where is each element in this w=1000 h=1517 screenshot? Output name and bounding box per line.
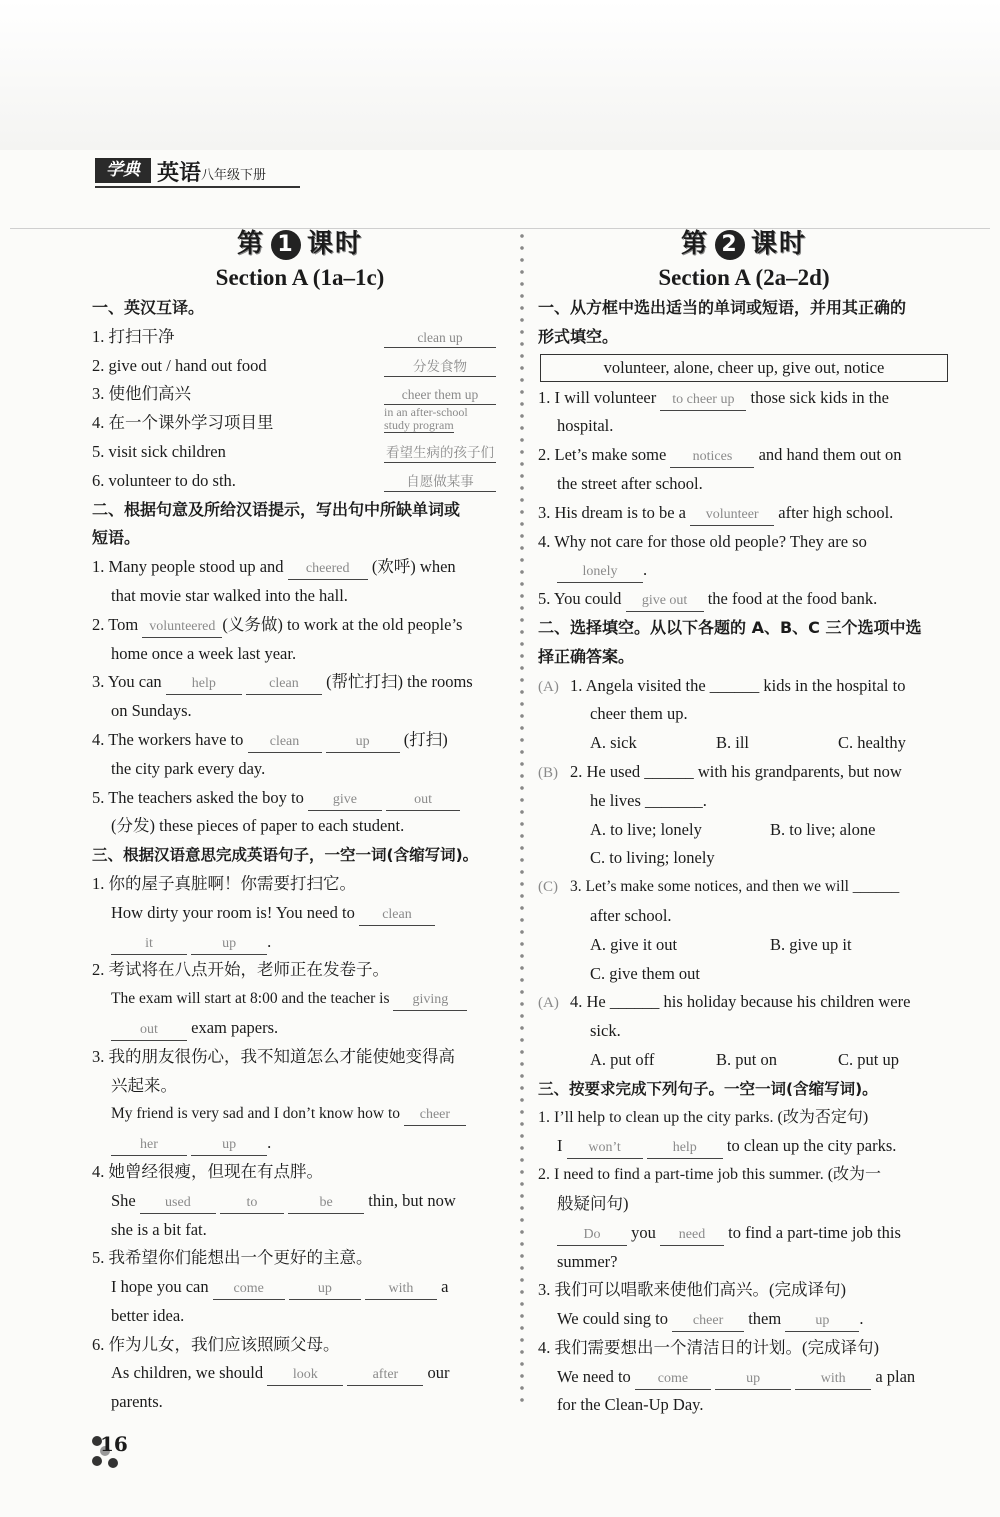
answer-blank[interactable]: won’t [567,1138,643,1159]
mc-question: (B) 2. He used ______ with his grandparents, but now [538,758,950,787]
part-title: 二、根据句意及所给汉语提示，写出句中所缺单词或 [92,499,461,519]
answer-blank[interactable]: clean [359,905,435,926]
translation-item-1: 1. 打扫干净 clean up [92,323,508,352]
question-line: hospital. [557,416,614,436]
answer-blank[interactable]: cheer [672,1311,744,1332]
answer-blank[interactable]: clean [248,732,322,753]
question-line: 1. Many people stood up and cheered (欢呼) when [92,553,508,582]
answer-blank[interactable]: it [111,934,187,955]
question-line: Do you need to find a part-time job this [538,1219,950,1248]
mc-question-cont: cheer them up. [590,704,688,724]
question-line: for the Clean-Up Day. [557,1395,704,1415]
answer-blank[interactable]: help [647,1138,723,1159]
answer-blank[interactable]: up [715,1369,791,1390]
answer-blank[interactable]: her [111,1135,187,1156]
answer-choice[interactable]: (A) [538,678,559,695]
answer-blank[interactable]: give [308,790,382,811]
answer[interactable]: cheer them up [384,386,496,405]
part-title-cont: 形式填空。 [538,326,619,346]
hex-decoration [92,1456,102,1466]
question-line: I won’t help to clean up the city parks. [538,1132,950,1161]
left-column [92,222,508,1417]
answer-blank[interactable]: out [111,1020,187,1041]
answer-blank[interactable]: up [191,934,267,955]
mc-question-cont: sick. [590,1021,621,1041]
question-line: 2. Tom volunteered (义务做) to work at the old people’s [92,611,508,640]
question-line: 1. I’ll help to clean up the city parks. (改为否定句) [538,1108,869,1126]
part-title: 一、英汉互译。 [92,298,205,317]
question-line: 5. You could give out the food at the food bank. [538,585,950,614]
question-line: on Sundays. [111,701,192,721]
answer[interactable]: 看望生病的孩子们 [384,444,496,463]
question-cn: 4. 她曾经很瘦，但现在有点胖。 [92,1161,323,1181]
answer-choice[interactable]: (C) [538,879,559,896]
question-en: My friend is very sad and I don’t know how to cheer [92,1100,508,1129]
answer[interactable]: 自愿做某事 [384,473,496,492]
translation-item-6: 6. volunteer to do sth. 自愿做某事 [92,467,508,496]
question-cn: 2. 考试将在八点开始，老师正在发卷子。 [92,960,389,980]
answer-blank[interactable]: used [140,1193,216,1214]
translation-item-3: 3. 使他们高兴 cheer them up [92,380,508,409]
question-en: she is a bit fat. [111,1219,207,1239]
mc-question: (C) 3. Let’s make some notices, and then we will ______ [538,873,950,902]
question-line: the street after school. [557,473,703,493]
mc-options: C. give them out [590,963,700,983]
section-title: Section A (2a–2d) [658,265,830,290]
question-line: summer? [557,1251,618,1271]
answer-blank[interactable]: with [795,1369,871,1390]
column-divider [518,230,526,1410]
question-line: 5. The teachers asked the boy to give out [92,784,508,813]
question-en: her up . [92,1129,508,1158]
answer-blank[interactable]: out [386,790,460,811]
section-title: Section A (1a–1c) [215,265,385,290]
answer-blank[interactable]: need [660,1225,724,1246]
answer-blank[interactable]: to [220,1193,284,1214]
question-line: home once a week last year. [111,643,297,663]
answer-blank[interactable]: notices [670,447,754,468]
answer-choice[interactable]: (A) [538,995,559,1012]
answer-blank[interactable]: cheer [404,1105,466,1126]
answer[interactable]: in an after-school study program [384,405,468,433]
answer-blank[interactable]: to cheer up [660,390,746,411]
question-line: the city park every day. [111,758,266,778]
question-line: 2. I need to find a part-time job this summer. (改为一 [538,1166,882,1184]
question-en: out exam papers. [92,1014,508,1043]
mc-question-cont: after school. [590,905,672,925]
question-line: that movie star walked into the hall. [111,585,348,605]
question-cn: 1. 你的屋子真脏啊！你需要打扫它。 [92,873,356,893]
question-en: The exam will start at 8:00 and the teacher is giving [92,985,508,1014]
answer-blank[interactable]: be [288,1193,364,1214]
mc-options: A. sick B. ill C. healthy [590,733,906,753]
question-line: (分发) these pieces of paper to each student. [111,816,405,836]
question-line: 4. Why not care for those old people? They are so [538,531,867,551]
answer-blank[interactable]: up [289,1279,361,1300]
question-en: As children, we should look after our [92,1359,508,1388]
translation-item-5: 5. visit sick children 看望生病的孩子们 [92,441,494,461]
question-cn: 6. 作为儿女，我们应该照顾父母。 [92,1334,340,1354]
answer-blank[interactable]: up [326,732,400,753]
page-number: 16 [100,1432,128,1456]
answer-blank[interactable]: volunteer [690,505,774,526]
mc-question-cont: he lives _______. [590,790,707,810]
answer-blank[interactable]: up [785,1311,859,1332]
translation-item-4: 4. 在一个课外学习项目里 in an after-school study program [92,409,508,438]
answer-blank[interactable]: lonely [557,562,643,583]
question-cn: 3. 我的朋友很伤心，我不知道怎么才能使她变得高 [92,1046,455,1066]
question-cn: 兴起来。 [111,1075,177,1095]
lesson-banner-2: 第 2 课时 [680,229,808,259]
answer-blank[interactable]: help [166,674,242,695]
question-line: 般疑问句) [557,1193,629,1213]
question-en: How dirty your room is! You need to clean [92,899,508,928]
answer-blank[interactable]: cheered [288,559,368,580]
question-en: parents. [111,1392,163,1412]
mc-question: (A) 1. Angela visited the ______ kids in the hospital to [538,672,950,701]
part-title-cont: 短语。 [92,528,141,548]
question-line: We need to come up with a plan [538,1363,950,1392]
question-line: 1. I will volunteer to cheer up those sick kids in the [538,384,950,413]
question-line: 3. You can help clean (帮忙打扫) the rooms [92,668,508,697]
mc-options: A. put off B. put on C. put up [590,1049,899,1069]
question-cn: 5. 我希望你们能想出一个更好的主意。 [92,1248,373,1268]
right-column [538,222,950,1420]
part-title: 一、从方框中选出适当的单词或短语，并用其正确的 [538,298,907,317]
answer[interactable]: 分发食物 [384,358,496,377]
question-line: 2. Let’s make some notices and hand them out on [538,441,950,470]
answer-blank[interactable]: with [365,1279,437,1300]
grade-label: 八年级下册 [201,168,267,183]
answer-blank[interactable]: look [267,1365,343,1386]
mc-options: A. to live; lonely B. to live; alone [590,819,876,839]
part-title: 三、根据汉语意思完成英语句子，一空一词(含缩写词)。 [92,846,479,865]
subject-label: 英语 [157,160,202,186]
mc-options: C. to living; lonely [590,848,715,868]
question-line: We could sing to cheer them up . [538,1305,950,1334]
question-line: lonely . [538,556,950,585]
question-line: 3. 我们可以唱歌来使他们高兴。(完成译句) [538,1280,846,1300]
answer-blank[interactable]: after [347,1365,423,1386]
mc-options: A. give it out B. give up it [590,934,852,954]
word-box: volunteer, alone, cheer up, give out, notice [540,354,948,382]
question-en: She used to be thin, but now [92,1187,508,1216]
question-line: 3. His dream is to be a volunteer after high school. [538,499,950,528]
answer-choice[interactable]: (B) [538,764,559,781]
answer-blank[interactable]: give out [626,591,704,612]
answer-blank[interactable]: come [635,1369,711,1390]
answer-blank[interactable]: clean [246,674,322,695]
part-title-cont: 择正确答案。 [538,646,635,666]
answer-blank[interactable]: volunteered [142,617,222,638]
part-title: 二、选择填空。从以下各题的 A、B、C 三个选项中选 [538,617,922,637]
part-title: 三、按要求完成下列句子。一空一词(含缩写词)。 [538,1079,878,1098]
question-en: it up . [92,928,508,957]
mc-question: (A) 4. He ______ his holiday because his children were [538,988,950,1017]
lesson-banner-1: 第 1 课时 [236,229,364,259]
book-header [95,158,300,188]
question-line: 4. The workers have to clean up (打扫) [92,726,508,755]
page-top-margin [0,0,1000,150]
answer-blank[interactable]: come [213,1279,285,1300]
answer-blank[interactable]: up [191,1135,267,1156]
answer[interactable]: clean up [384,329,496,348]
question-en: I hope you can come up with a [92,1273,508,1302]
question-en: better idea. [111,1305,185,1325]
question-line: 4. 我们需要想出一个清洁日的计划。(完成译句) [538,1337,879,1357]
brand-logo: 学典 [95,158,151,183]
answer-blank[interactable]: Do [557,1225,627,1246]
translation-item-2: 2. give out / hand out food 分发食物 [92,352,508,381]
hex-decoration [108,1458,118,1468]
answer-blank[interactable]: giving [393,990,467,1011]
